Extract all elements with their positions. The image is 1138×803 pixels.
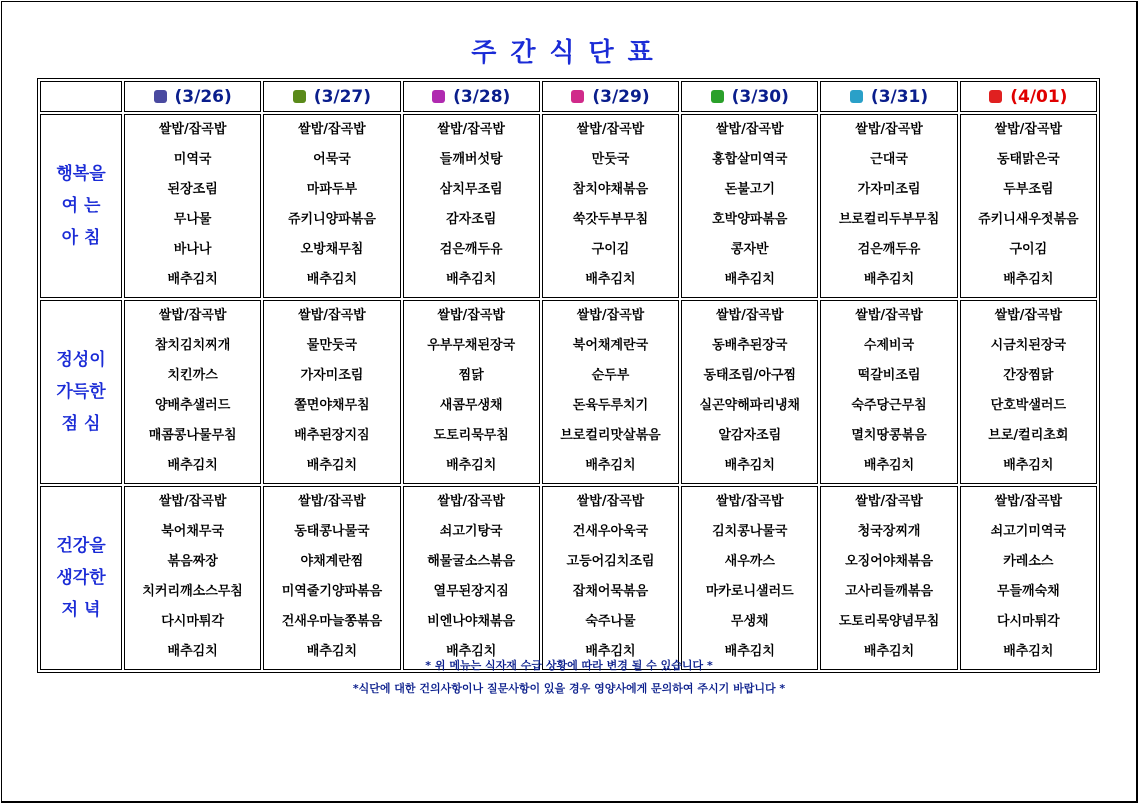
meal-label-line: 건강을 — [56, 536, 106, 556]
day-header-row — [40, 81, 1097, 112]
menu-item: 브로컬리두부무침 — [838, 212, 940, 227]
menu-item: 쌀밥/잡곡밥 — [994, 308, 1063, 323]
menu-item: 배추김치 — [863, 272, 915, 287]
menu-list — [404, 115, 539, 297]
menu-cell — [960, 486, 1097, 670]
menu-item: 배추김치 — [1003, 644, 1054, 659]
menu-item: 북어채계란국 — [572, 338, 649, 353]
menu-item: 새콤무생채 — [439, 398, 503, 413]
menu-item: 쑥갓두부무침 — [572, 212, 649, 227]
menu-item: 동태조림/아구찜 — [703, 368, 797, 383]
menu-list — [682, 115, 817, 297]
menu-item: 실곤약해파리냉채 — [699, 398, 800, 413]
meal-label-line: 생각한 — [56, 568, 106, 588]
day-header-4 — [681, 81, 818, 112]
menu-list — [682, 487, 817, 669]
menu-item: 호박양파볶음 — [712, 212, 788, 227]
menu-item: 무생채 — [730, 614, 769, 629]
menu-item: 참치야채볶음 — [572, 182, 649, 197]
day-header-3 — [542, 81, 679, 112]
menu-item: 순두부 — [591, 368, 630, 383]
menu-item: 도토리묵양념무침 — [838, 614, 940, 629]
menu-list — [264, 301, 399, 483]
menu-item: 볶음짜장 — [167, 554, 218, 569]
notice-contact: *식단에 대한 건의사항이나 질문사항이 있을 경우 영양사에게 문의하여 주시기 바랍니다 * — [352, 682, 786, 695]
menu-item: 무나물 — [173, 212, 212, 227]
menu-item: 알감자조림 — [718, 428, 782, 443]
meal-label-line: 여 는 — [61, 196, 101, 216]
menu-item: 가자미조림 — [857, 182, 921, 197]
meal-label-line: 아 침 — [61, 228, 101, 248]
corner-cell — [40, 81, 122, 112]
menu-item: 쇠고기탕국 — [439, 524, 503, 539]
menu-item: 두부조림 — [1003, 182, 1054, 197]
menu-item: 미역국 — [173, 152, 212, 167]
menu-list — [682, 301, 817, 483]
menu-item: 참치김치찌개 — [154, 338, 231, 353]
menu-item: 배추김치 — [446, 644, 497, 659]
menu-item: 쌀밥/잡곡밥 — [576, 308, 645, 323]
menu-cell — [681, 114, 818, 298]
menu-item: 배추김치 — [863, 458, 915, 473]
menu-item: 도토리묵무침 — [433, 428, 509, 443]
menu-item: 수제비국 — [863, 338, 915, 353]
menu-item: 쌀밥/잡곡밥 — [994, 122, 1063, 137]
day-date-label: (3/31) — [870, 86, 929, 107]
menu-item: 삼치무조림 — [439, 182, 503, 197]
menu-item: 물만둣국 — [306, 338, 358, 353]
menu-item: 쌀밥/잡곡밥 — [298, 122, 366, 137]
menu-list — [543, 487, 678, 669]
menu-item: 열무된장지짐 — [433, 584, 509, 599]
day-header-6 — [960, 81, 1097, 112]
menu-item: 쇠고기미역국 — [990, 524, 1067, 539]
menu-item: 쌀밥/잡곡밥 — [855, 494, 923, 509]
day-header-5 — [820, 81, 957, 112]
day-date-label: (4/01) — [1010, 86, 1068, 107]
notice-change: * 위 메뉴는 식자재 수급 상황에 따라 변경 될 수 있습니다 * — [425, 659, 713, 672]
meal-label — [40, 114, 122, 298]
menu-item: 쌀밥/잡곡밥 — [994, 494, 1063, 509]
day-date-label: (3/26) — [174, 86, 232, 107]
menu-list — [264, 487, 399, 669]
menu-item: 쌀밥/잡곡밥 — [576, 494, 645, 509]
menu-item: 카레소스 — [1003, 554, 1054, 569]
menu-item: 마파두부 — [306, 182, 358, 197]
menu-item: 배추된장지짐 — [294, 428, 370, 443]
menu-list — [543, 301, 678, 483]
day-icon-tue — [293, 90, 306, 103]
menu-item: 미역줄기양파볶음 — [281, 584, 383, 599]
menu-item: 바나나 — [173, 242, 212, 257]
menu-item: 배추김치 — [724, 458, 775, 473]
menu-item: 동태콩나물국 — [294, 524, 370, 539]
day-date-label: (3/27) — [313, 86, 372, 107]
menu-body — [40, 114, 1097, 670]
menu-item: 배추김치 — [167, 272, 218, 287]
day-icon-mon — [154, 90, 167, 103]
menu-item: 쌀밥/잡곡밥 — [437, 308, 505, 323]
menu-item: 구이김 — [591, 242, 630, 257]
weekly-menu-table — [37, 78, 1100, 673]
menu-list — [125, 115, 260, 297]
menu-item: 돈불고기 — [724, 182, 775, 197]
menu-item: 오징어야채볶음 — [845, 554, 933, 569]
menu-item: 배추김치 — [167, 644, 218, 659]
menu-item: 배추김치 — [446, 458, 497, 473]
menu-cell — [124, 300, 261, 484]
day-icon-fri — [711, 90, 724, 103]
meal-label-line: 점 심 — [61, 414, 101, 434]
meal-label-line: 저 녁 — [61, 600, 101, 620]
menu-item: 숙주당근무침 — [851, 398, 927, 413]
menu-item: 쌀밥/잡곡밥 — [158, 308, 227, 323]
day-date-label: (3/30) — [731, 86, 789, 107]
menu-item: 배추김치 — [585, 458, 636, 473]
menu-item: 다시마튀각 — [996, 614, 1060, 629]
day-header-2 — [403, 81, 540, 112]
meal-label — [40, 300, 122, 484]
menu-cell — [263, 486, 400, 670]
menu-item: 북어채무국 — [161, 524, 225, 539]
meal-label-line: 정성이 — [56, 350, 106, 370]
menu-item: 배추김치 — [167, 458, 218, 473]
menu-item: 배추김치 — [306, 272, 358, 287]
menu-list — [961, 301, 1096, 483]
menu-list — [264, 115, 399, 297]
menu-item: 비엔나야채볶음 — [427, 614, 516, 629]
menu-item: 배추김치 — [1003, 272, 1054, 287]
menu-item: 마카로니샐러드 — [705, 584, 794, 599]
menu-item: 매콤콩나물무침 — [148, 428, 237, 443]
menu-item: 홍합살미역국 — [712, 152, 788, 167]
menu-list — [821, 301, 956, 483]
menu-cell — [681, 300, 818, 484]
menu-item: 쥬키니양파볶음 — [287, 212, 376, 227]
menu-item: 쌀밥/잡곡밥 — [715, 308, 784, 323]
meal-row-0 — [40, 114, 1097, 298]
meal-label — [40, 486, 122, 670]
menu-item: 동배추된장국 — [712, 338, 788, 353]
menu-cell — [820, 300, 957, 484]
menu-item: 동태맑은국 — [996, 152, 1060, 167]
menu-item: 쌀밥/잡곡밥 — [158, 122, 227, 137]
menu-item: 검은깨두유 — [857, 242, 921, 257]
menu-item: 오방채무침 — [300, 242, 364, 257]
menu-item: 쌀밥/잡곡밥 — [576, 122, 645, 137]
menu-list — [404, 487, 539, 669]
menu-item: 쫄면야채무침 — [294, 398, 370, 413]
menu-item: 배추김치 — [446, 272, 497, 287]
meal-row-2 — [40, 486, 1097, 670]
menu-item: 배추김치 — [724, 272, 775, 287]
menu-item: 쌀밥/잡곡밥 — [715, 494, 784, 509]
menu-item: 고등어김치조림 — [566, 554, 655, 569]
menu-item: 숙주나물 — [585, 614, 636, 629]
menu-list — [543, 115, 678, 297]
menu-cell — [542, 114, 679, 298]
menu-list — [961, 115, 1096, 297]
menu-cell — [681, 486, 818, 670]
day-header-1 — [263, 81, 400, 112]
menu-item: 쌀밥/잡곡밥 — [715, 122, 784, 137]
menu-item: 검은깨두유 — [439, 242, 503, 257]
menu-item: 찜닭 — [458, 368, 484, 383]
menu-item: 배추김치 — [1003, 458, 1054, 473]
menu-item: 쥬키니새우젓볶음 — [978, 212, 1079, 227]
menu-cell — [263, 114, 400, 298]
menu-item: 배추김치 — [306, 458, 358, 473]
menu-list — [125, 487, 260, 669]
menu-item: 청국장찌개 — [857, 524, 921, 539]
menu-cell — [124, 486, 261, 670]
menu-item: 배추김치 — [724, 644, 775, 659]
menu-item: 어묵국 — [313, 152, 351, 167]
menu-item: 우부무채된장국 — [427, 338, 516, 353]
menu-item: 브로/컬리초회 — [988, 428, 1069, 443]
day-icon-sun — [989, 90, 1002, 103]
menu-item: 야채계란찜 — [300, 554, 364, 569]
menu-item: 배추김치 — [863, 644, 915, 659]
menu-list — [821, 115, 956, 297]
menu-item: 쌀밥/잡곡밥 — [855, 122, 923, 137]
menu-item: 시금치된장국 — [990, 338, 1067, 353]
menu-item: 가자미조림 — [300, 368, 364, 383]
menu-item: 콩자반 — [730, 242, 769, 257]
menu-cell — [263, 300, 400, 484]
menu-item: 된장조림 — [167, 182, 218, 197]
menu-item: 배추김치 — [585, 272, 636, 287]
menu-cell — [124, 114, 261, 298]
day-date-label: (3/29) — [592, 86, 650, 107]
menu-cell — [403, 300, 540, 484]
menu-item: 배추김치 — [585, 644, 636, 659]
menu-item: 단호박샐러드 — [990, 398, 1067, 413]
menu-item: 쌀밥/잡곡밥 — [437, 494, 505, 509]
day-header-0 — [124, 81, 261, 112]
menu-list — [821, 487, 956, 669]
day-date-label: (3/28) — [453, 86, 511, 107]
menu-list — [125, 301, 260, 483]
menu-item: 양배추샐러드 — [154, 398, 231, 413]
day-icon-wed — [432, 90, 445, 103]
menu-cell — [403, 114, 540, 298]
menu-item: 감자조림 — [446, 212, 497, 227]
menu-item: 쌀밥/잡곡밥 — [298, 494, 366, 509]
menu-cell — [820, 486, 957, 670]
menu-cell — [960, 114, 1097, 298]
menu-item: 떡갈비조림 — [857, 368, 921, 383]
menu-item: 새우까스 — [724, 554, 775, 569]
menu-item: 고사리들깨볶음 — [845, 584, 933, 599]
menu-item: 건새우마늘쫑볶음 — [281, 614, 383, 629]
menu-item: 쌀밥/잡곡밥 — [298, 308, 366, 323]
menu-cell — [820, 114, 957, 298]
menu-item: 돈육두루치기 — [572, 398, 649, 413]
menu-item: 쌀밥/잡곡밥 — [855, 308, 923, 323]
menu-item: 다시마튀각 — [161, 614, 225, 629]
menu-item: 해물굴소스볶음 — [427, 554, 516, 569]
day-icon-thu — [571, 90, 584, 103]
menu-item: 쌀밥/잡곡밥 — [158, 494, 227, 509]
menu-item: 쌀밥/잡곡밥 — [437, 122, 505, 137]
menu-list — [961, 487, 1096, 669]
menu-item: 브로컬리맛살볶음 — [560, 428, 661, 443]
menu-cell — [542, 486, 679, 670]
menu-item: 잡채어묵볶음 — [572, 584, 649, 599]
menu-item: 구이김 — [1009, 242, 1048, 257]
menu-item: 간장찜닭 — [1003, 368, 1054, 383]
menu-item: 근대국 — [870, 152, 908, 167]
menu-item: 치커리깨소스무침 — [142, 584, 243, 599]
day-icon-sat — [850, 90, 863, 103]
meal-row-1 — [40, 300, 1097, 484]
menu-list — [404, 301, 539, 483]
menu-cell — [960, 300, 1097, 484]
menu-cell — [542, 300, 679, 484]
menu-item: 배추김치 — [306, 644, 358, 659]
menu-item: 치킨까스 — [167, 368, 218, 383]
menu-cell — [403, 486, 540, 670]
menu-item: 멸치땅콩볶음 — [851, 428, 927, 443]
menu-item: 만둣국 — [591, 152, 630, 167]
meal-label-line: 행복을 — [56, 164, 106, 184]
menu-item: 건새우아욱국 — [572, 524, 649, 539]
meal-label-line: 가득한 — [56, 382, 106, 402]
menu-item: 김치콩나물국 — [712, 524, 788, 539]
menu-item: 들깨버섯탕 — [439, 152, 503, 167]
page-title: 주간식단표 — [471, 38, 667, 68]
menu-item: 무들깨숙채 — [996, 584, 1060, 599]
